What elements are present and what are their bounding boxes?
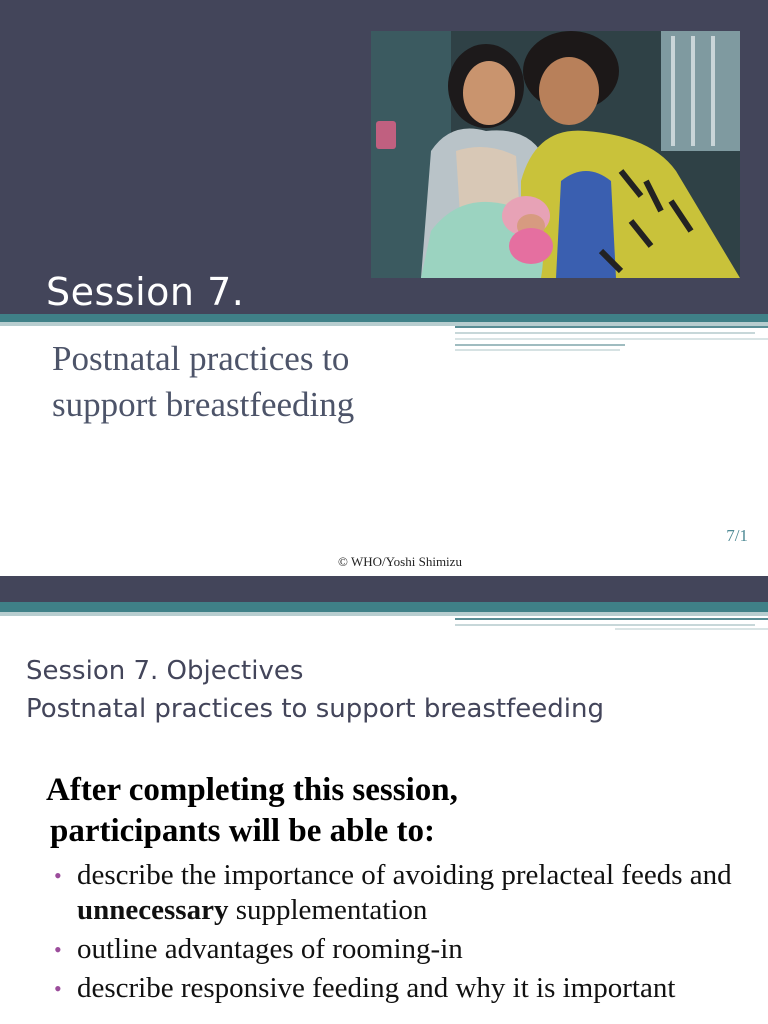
- list-item: [54, 971, 734, 1006]
- item-text-bold: unnecessary: [77, 894, 229, 926]
- lead-line: After completing this session,: [46, 772, 458, 808]
- header-dark-band: [0, 576, 768, 602]
- bullet-icon: •: [54, 976, 62, 1001]
- bullet-icon: •: [54, 937, 62, 962]
- list-item: [54, 858, 734, 928]
- page-number: 7/1: [726, 526, 748, 545]
- item-text: supplementation: [228, 894, 428, 926]
- session-subtitle: [52, 336, 472, 428]
- subtitle-line: support breastfeeding: [52, 385, 355, 424]
- subtitle-line: Postnatal practices to: [52, 339, 350, 378]
- objectives-list: [54, 858, 734, 1010]
- decorative-lines: [455, 318, 768, 358]
- item-text: describe responsive feeding and why it is important: [77, 972, 676, 1004]
- lead-line: participants will be able to:: [50, 813, 435, 849]
- item-text: describe the importance of avoiding prelacteal feeds and: [77, 859, 732, 891]
- bullet-icon: •: [54, 863, 62, 888]
- objectives-slide: [0, 576, 768, 1024]
- decorative-lines: [455, 606, 768, 636]
- session-title: Session 7.: [46, 270, 245, 314]
- mother-and-newborn-photo: [371, 31, 740, 278]
- item-text: outline advantages of rooming-in: [77, 933, 463, 965]
- photo-credit: © WHO/Yoshi Shimizu: [338, 554, 462, 569]
- objectives-heading: [26, 652, 604, 728]
- lead-statement: [46, 770, 666, 852]
- heading-line: Postnatal practices to support breastfeeding: [26, 694, 604, 724]
- heading-line: Session 7. Objectives: [26, 656, 304, 686]
- list-item: [54, 932, 734, 967]
